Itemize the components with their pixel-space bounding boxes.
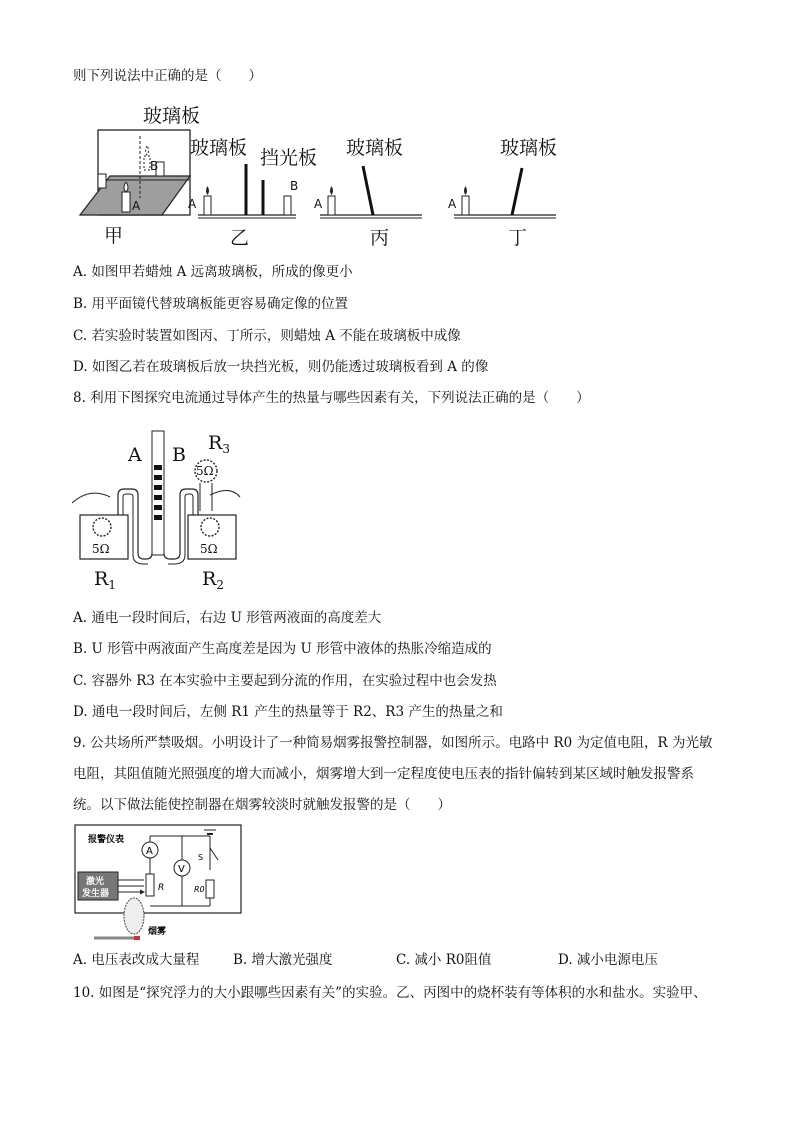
q7-label-glass-bing: 玻璃板	[346, 137, 404, 159]
q9-stem-line1: 9. 公共场所严禁吸烟。小明设计了一种简易烟雾报警控制器，如图所示。电路中 R0 为定值电阻，R 为光敏	[73, 735, 713, 751]
q7-option-b: B. 用平面镜代替玻璃板能更容易确定像的位置	[73, 296, 349, 312]
q7-label-glass-jia: 玻璃板	[143, 105, 201, 127]
q8-label-R1	[94, 568, 116, 592]
q8-option-c: C. 容器外 R3 在本实验中主要起到分流的作用，在实验过程中也会发热	[73, 673, 497, 689]
q9-label-V: V	[178, 864, 185, 875]
q8-label-R2	[202, 568, 224, 592]
q7-ding-label-A: A	[448, 197, 457, 211]
q10-stem: 10. 如图是“探究浮力的大小跟哪些因素有关”的实验。乙、丙图中的烧杯装有等体积的水和盐水。实验甲、	[73, 985, 707, 1001]
q9-option-a: A. 电压表改成大量程	[73, 952, 200, 968]
q8-option-a: A. 通电一段时间后，右边 U 形管两液面的高度差大	[73, 610, 382, 626]
q7-figure	[70, 98, 570, 248]
q9-label-smoke: 烟雾	[148, 927, 167, 937]
q8-label-R2-main: R	[202, 568, 217, 590]
q9-figure	[74, 824, 244, 944]
q8-label-B: B	[172, 444, 186, 466]
q8-res-right: 5Ω	[200, 542, 218, 556]
q8-figure	[70, 425, 250, 595]
q9-label-laser-2: 发生器	[82, 889, 110, 899]
q9-label-A: A	[146, 846, 153, 857]
q8-label-R2-sub: 2	[216, 578, 224, 592]
q7-option-d: D. 如图乙若在玻璃板后放一块挡光板，则仍能透过玻璃板看到 A 的像	[73, 359, 489, 375]
q9-option-c: C. 减小 R0阻值	[396, 952, 492, 968]
q7-jia-label-B: B	[150, 159, 159, 173]
q7-label-glass-ding: 玻璃板	[500, 137, 558, 159]
q9-label-meter: 报警仪表	[88, 835, 125, 845]
q7-label-shield: 挡光板	[260, 147, 318, 169]
q8-stem: 8. 利用下图探究电流通过导体产生的热量与哪些因素有关，下列说法正确的是（ ）	[73, 390, 590, 406]
q7-panel-yi: 乙	[230, 227, 250, 248]
q7-yi-label-B: B	[290, 179, 299, 193]
q9-label-R: R	[158, 883, 165, 893]
q7-jia-label-A: A	[132, 199, 141, 213]
q8-res-top: 5Ω	[196, 464, 214, 478]
q9-option-b: B. 增大激光强度	[233, 952, 333, 968]
q7-panel-ding: 丁	[508, 227, 528, 248]
q7-option-c: C. 若实验时装置如图丙、丁所示，则蜡烛 A 不能在玻璃板中成像	[73, 328, 461, 344]
q8-label-R3	[208, 432, 230, 456]
q9-stem-line3: 统。以下做法能使控制器在烟雾较淡时就触发报警的是（ ）	[73, 797, 451, 813]
q8-label-A: A	[128, 444, 142, 466]
q7-panel-bing: 丙	[370, 227, 390, 248]
q8-label-R1-sub: 1	[108, 578, 116, 592]
q8-label-R3-main: R	[208, 432, 223, 454]
q9-option-d: D. 减小电源电压	[558, 952, 658, 968]
q7-label-glass-yi: 玻璃板	[190, 137, 248, 159]
q9-stem-line2: 电阻，其阻值随光照强度的增大而减小，烟雾增大到一定程度使电压表的指针偏转到某区域时触发报警系	[73, 766, 694, 782]
q8-option-b: B. U 形管中两液面产生高度差是因为 U 形管中液体的热胀冷缩造成的	[73, 641, 492, 657]
q8-res-left: 5Ω	[92, 542, 110, 556]
q7-bing-label-A: A	[314, 197, 323, 211]
q9-label-R0: R0	[194, 885, 205, 894]
q9-label-S: S	[198, 853, 204, 862]
q8-label-R3-sub: 3	[222, 442, 230, 456]
q8-option-d: D. 通电一段时间后，左侧 R1 产生的热量等于 R2、R3 产生的热量之和	[73, 704, 503, 720]
q7-panel-jia: 甲	[104, 225, 124, 247]
q8-label-R1-main: R	[94, 568, 109, 590]
q7-yi-label-A: A	[188, 197, 197, 211]
q7-option-a: A. 如图甲若蜡烛 A 远离玻璃板，所成的像更小	[73, 264, 353, 280]
q7-stem: 则下列说法中正确的是（ ）	[73, 68, 262, 84]
q9-label-laser-1: 激光	[86, 877, 105, 887]
